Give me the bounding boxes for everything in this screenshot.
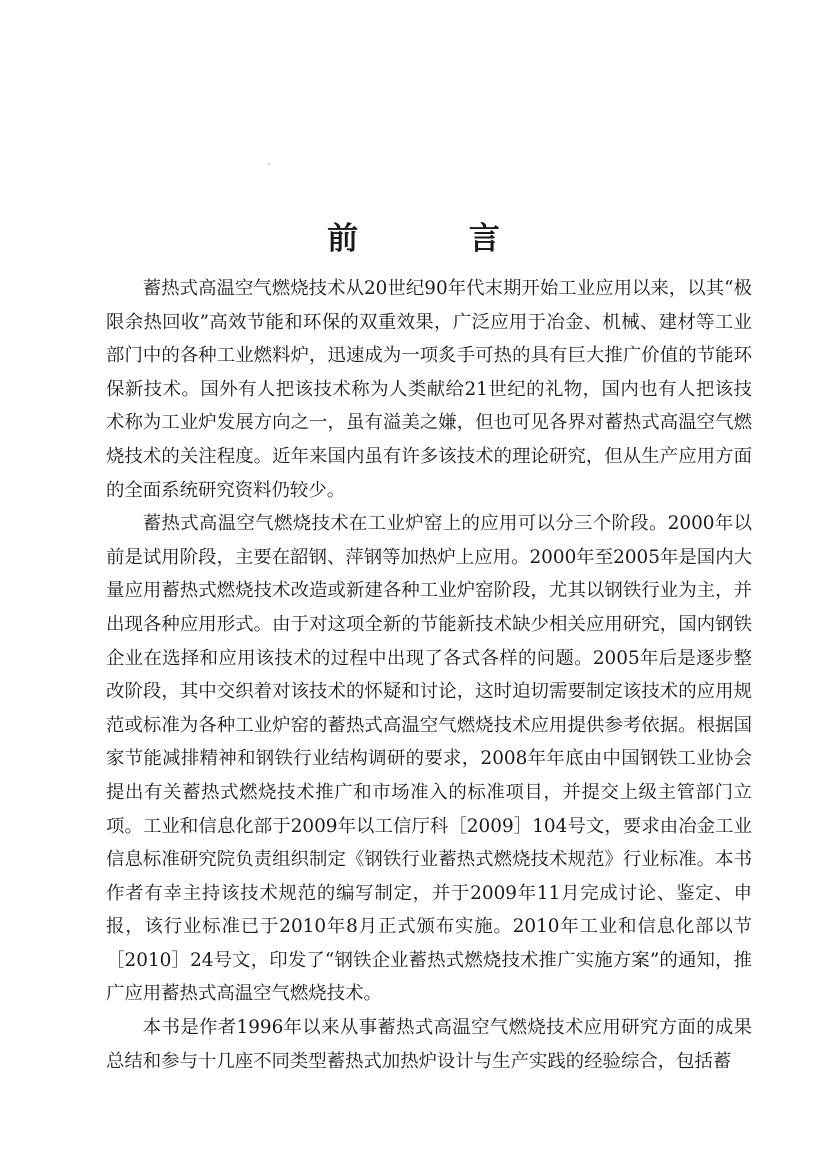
scan-speck — [268, 163, 270, 165]
paragraph-3: 本书是作者1996年以来从事蓄热式高温空气燃烧技术应用研究方面的成果总结和参与十几座不同类型蓄热式加热炉设计与生产实践的经验综合，包括蓄 — [106, 1017, 752, 1072]
paragraph-1: 蓄热式高温空气燃烧技术从20世纪90年代末期开始工业应用以来，以其“极限余热回收”高效节能和环保的双重效果，广泛应用于冶金、机械、建材等工业部门中的各种工业燃料炉，迅速成为一项炙手可热的具有巨大推广价值的节能环保新技术。国外有人把该技术称为人类献给21世纪的礼物，国内也有人把该技术称为工业炉发展方向之一，虽有溢美之嫌，但也可见各界对蓄热式高温空气燃烧技术的关注程度。近年来国内虽有许多该技术的理论研究，但从生产应用方面的全面系统研究资料仍较少。 — [106, 278, 752, 501]
paragraph-2: 蓄热式高温空气燃烧技术在工业炉窑上的应用可以分三个阶段。2000年以前是试用阶段，主要在韶钢、萍钢等加热炉上应用。2000年至2005年是国内大量应用蓄热式燃烧技术改造或新建各种工业炉窑阶段，尤其以钢铁行业为主，并出现各种应用形式。由于对这项全新的节能新技术缺少相关应用研究，国内钢铁企业在选择和应用该技术的过程中出现了各式各样的问题。2005年后是逐步整改阶段，其中交织着对该技术的怀疑和讨论，这时迫切需要制定该技术的应用规范或标准为各种工业炉窑的蓄热式高温空气燃烧技术应用提供参考依据。根据国家节能减排精神和钢铁行业结构调研的要求，2008年年底由中国钢铁工业协会提出有关蓄热式燃烧技术推广和市场准入的标准项目，并提交上级主管部门立项。工业和信息化部于2009年以工信厅科［2009］104号文，要求由冶金工业信息标准研究院负责组织制定《钢铁行业蓄热式燃烧技术规范》行业标准。本书作者有幸主持该技术规范的编写制定，并于2009年11月完成讨论、鉴定、申报，该行业标准已于2010年8月正式颁布实施。2010年工业和信息化部以节［2010］24号文，印发了“钢铁企业蓄热式燃烧技术推广实施方案”的通知，推广应用蓄热式高温空气燃烧技术。 — [106, 513, 752, 1005]
body-text — [106, 272, 752, 1078]
page-title: 前 言 — [327, 220, 550, 257]
